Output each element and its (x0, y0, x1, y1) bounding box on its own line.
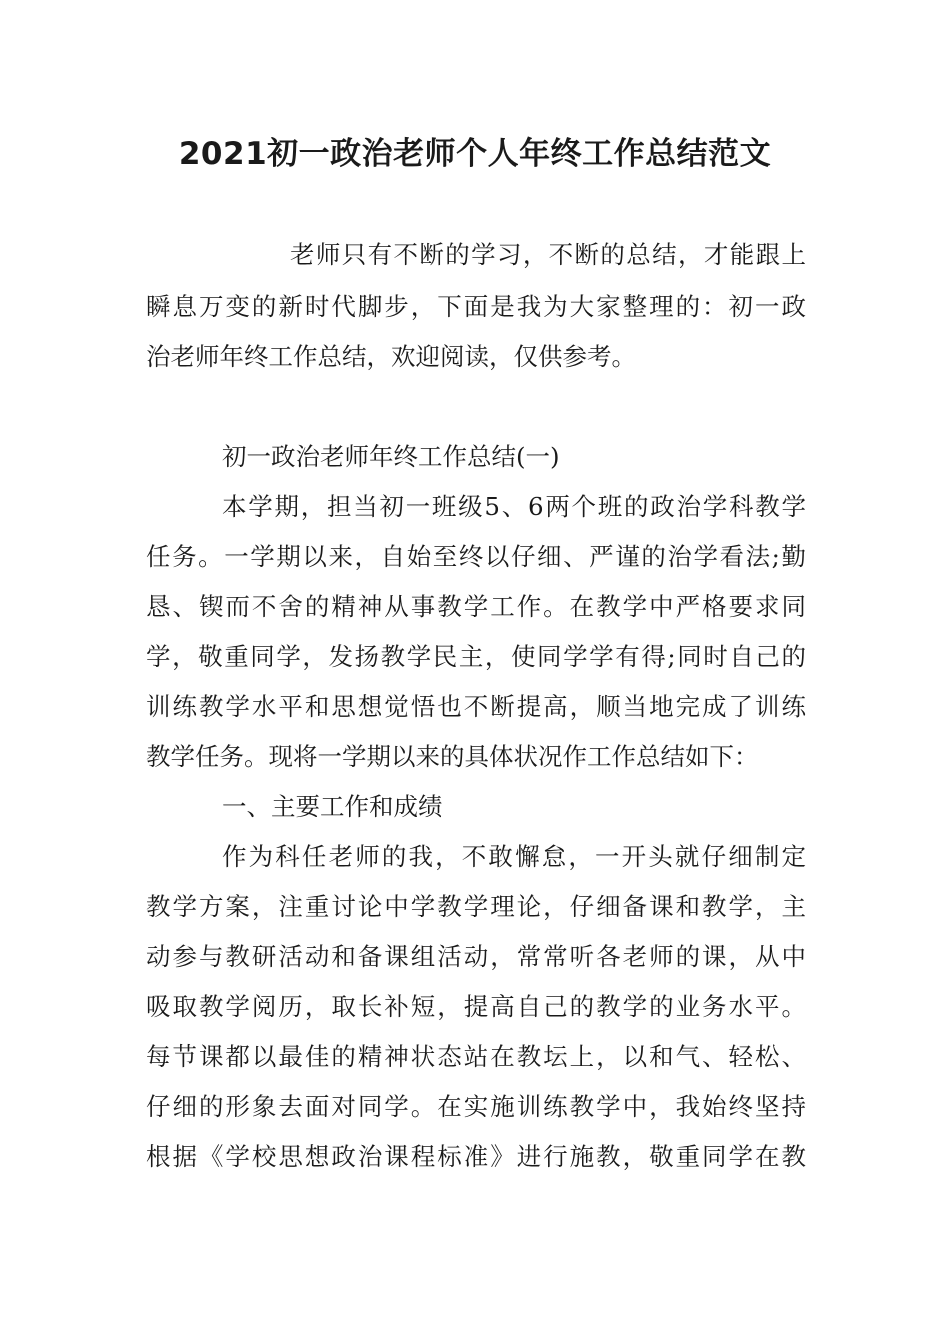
text-line: 根据《学校思想政治课程标准》进行施教，敬重同学在教 (146, 1142, 806, 1171)
text-line: 本学期，担当初一班级5、6两个班的政治学科教学 (222, 492, 806, 521)
text-line: 训练教学水平和思想觉悟也不断提高，顺当地完成了训练 (146, 692, 806, 721)
text-line: 老师只有不断的学习，不断的总结，才能跟上 (290, 240, 806, 269)
text-line: 每节课都以最佳的精神状态站在教坛上，以和气、轻松、 (146, 1042, 806, 1071)
text-line: 学，敬重同学，发扬教学民主，使同学学有得;同时自己的 (146, 642, 806, 671)
section-heading: 一、主要工作和成绩 (222, 792, 443, 821)
text-line: 教学方案，注重讨论中学教学理论，仔细备课和教学，主 (146, 892, 806, 921)
text-line: 仔细的形象去面对同学。在实施训练教学中，我始终坚持 (146, 1092, 806, 1121)
section-heading: 初一政治老师年终工作总结(一) (222, 442, 560, 471)
document-title: 2021初一政治老师个人年终工作总结范文 (178, 136, 772, 172)
text-line: 动参与教研活动和备课组活动，常常听各老师的课，从中 (146, 942, 806, 971)
text-line: 治老师年终工作总结，欢迎阅读，仅供参考。 (146, 342, 636, 371)
text-line: 瞬息万变的新时代脚步，下面是我为大家整理的：初一政 (146, 292, 806, 321)
text-line: 吸取教学阅历，取长补短，提高自己的教学的业务水平。 (146, 992, 806, 1021)
text-line: 恳、锲而不舍的精神从事教学工作。在教学中严格要求同 (146, 592, 806, 621)
text-line: 教学任务。现将一学期以来的具体状况作工作总结如下： (146, 742, 759, 771)
text-line: 作为科任老师的我，不敢懈怠，一开头就仔细制定 (222, 842, 806, 871)
text-line: 任务。一学期以来，自始至终以仔细、严谨的治学看法;勤 (146, 542, 806, 571)
